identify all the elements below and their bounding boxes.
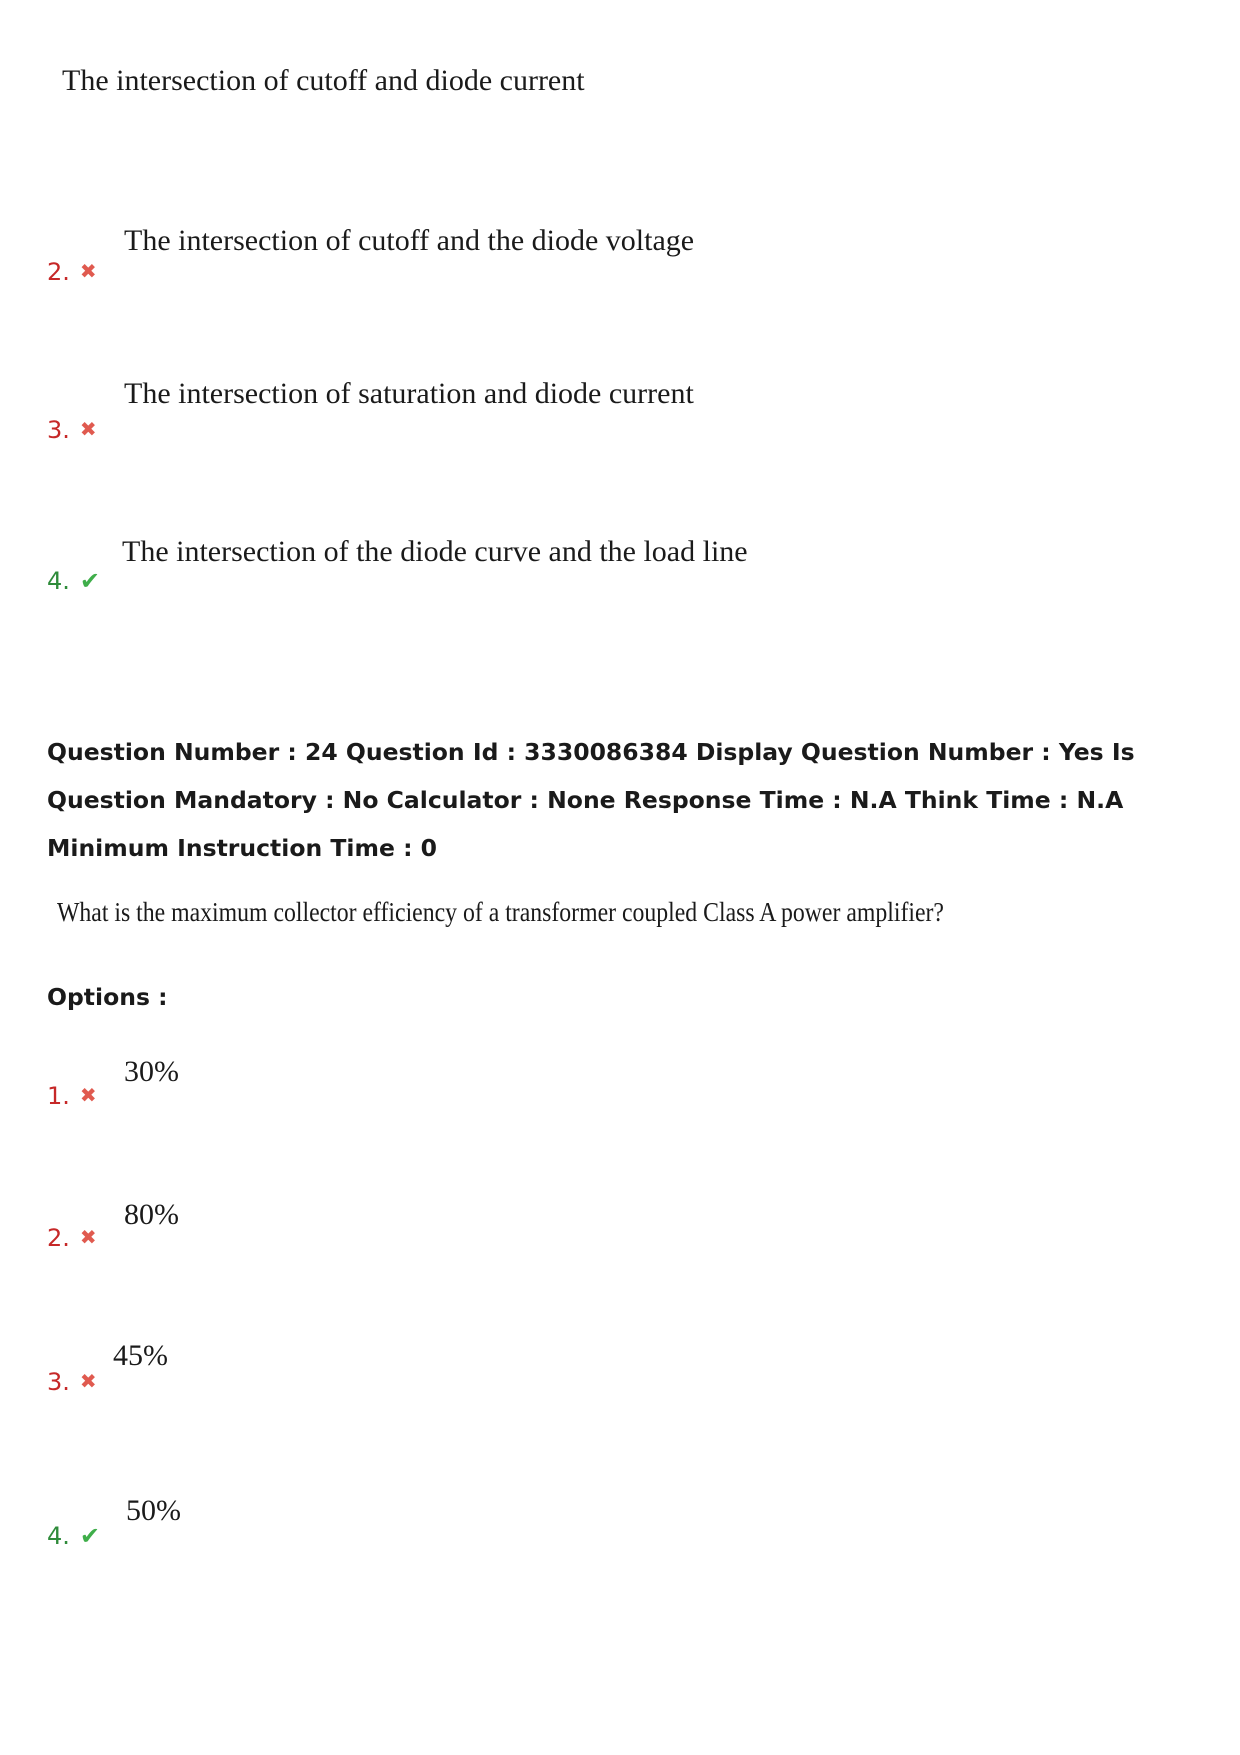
question-text: What is the maximum collector efficiency of a transformer coupled Class A power amplifier?	[57, 897, 944, 927]
option-number: 3.	[47, 1368, 70, 1396]
option-4-number	[47, 1522, 100, 1550]
prev-option-1-text: The intersection of cutoff and diode current	[62, 64, 585, 97]
wrong-mark-icon: ✖	[79, 1369, 97, 1393]
option-3-text: 45%	[113, 1339, 168, 1372]
option-number: 2.	[47, 258, 70, 286]
wrong-mark-icon: ✖	[79, 1083, 97, 1107]
option-number: 1.	[47, 1082, 70, 1110]
option-1-text: 30%	[124, 1055, 179, 1088]
option-number: 4.	[47, 567, 70, 595]
prev-option-4-text: The intersection of the diode curve and the load line	[122, 535, 748, 568]
wrong-mark-icon: ✖	[79, 259, 97, 283]
options-label: Options :	[47, 983, 168, 1011]
option-4-text: 50%	[126, 1494, 181, 1527]
prev-option-3-text: The intersection of saturation and diode current	[124, 377, 694, 410]
prev-option-2-text: The intersection of cutoff and the diode voltage	[124, 224, 695, 257]
question-meta: Question Number : 24 Question Id : 3330086384 Display Question Number : Yes Is Question Mandatory : No Calculator : None Response Time : N.A Think Time : N.A Minimum Instruction Time : 0	[47, 738, 1135, 862]
option-2-text: 80%	[124, 1198, 179, 1231]
wrong-mark-icon: ✖	[79, 417, 97, 441]
correct-mark-icon: ✔	[79, 567, 101, 595]
prev-option-3-number	[47, 416, 97, 444]
option-number: 3.	[47, 416, 70, 444]
prev-option-2-number	[47, 258, 97, 286]
prev-option-4-number	[47, 567, 100, 595]
option-number: 2.	[47, 1224, 70, 1252]
option-1-number	[47, 1082, 97, 1110]
option-number: 4.	[47, 1522, 70, 1550]
correct-mark-icon: ✔	[79, 1522, 101, 1550]
wrong-mark-icon: ✖	[79, 1225, 97, 1249]
option-2-number	[47, 1224, 97, 1252]
option-3-number	[47, 1368, 97, 1396]
